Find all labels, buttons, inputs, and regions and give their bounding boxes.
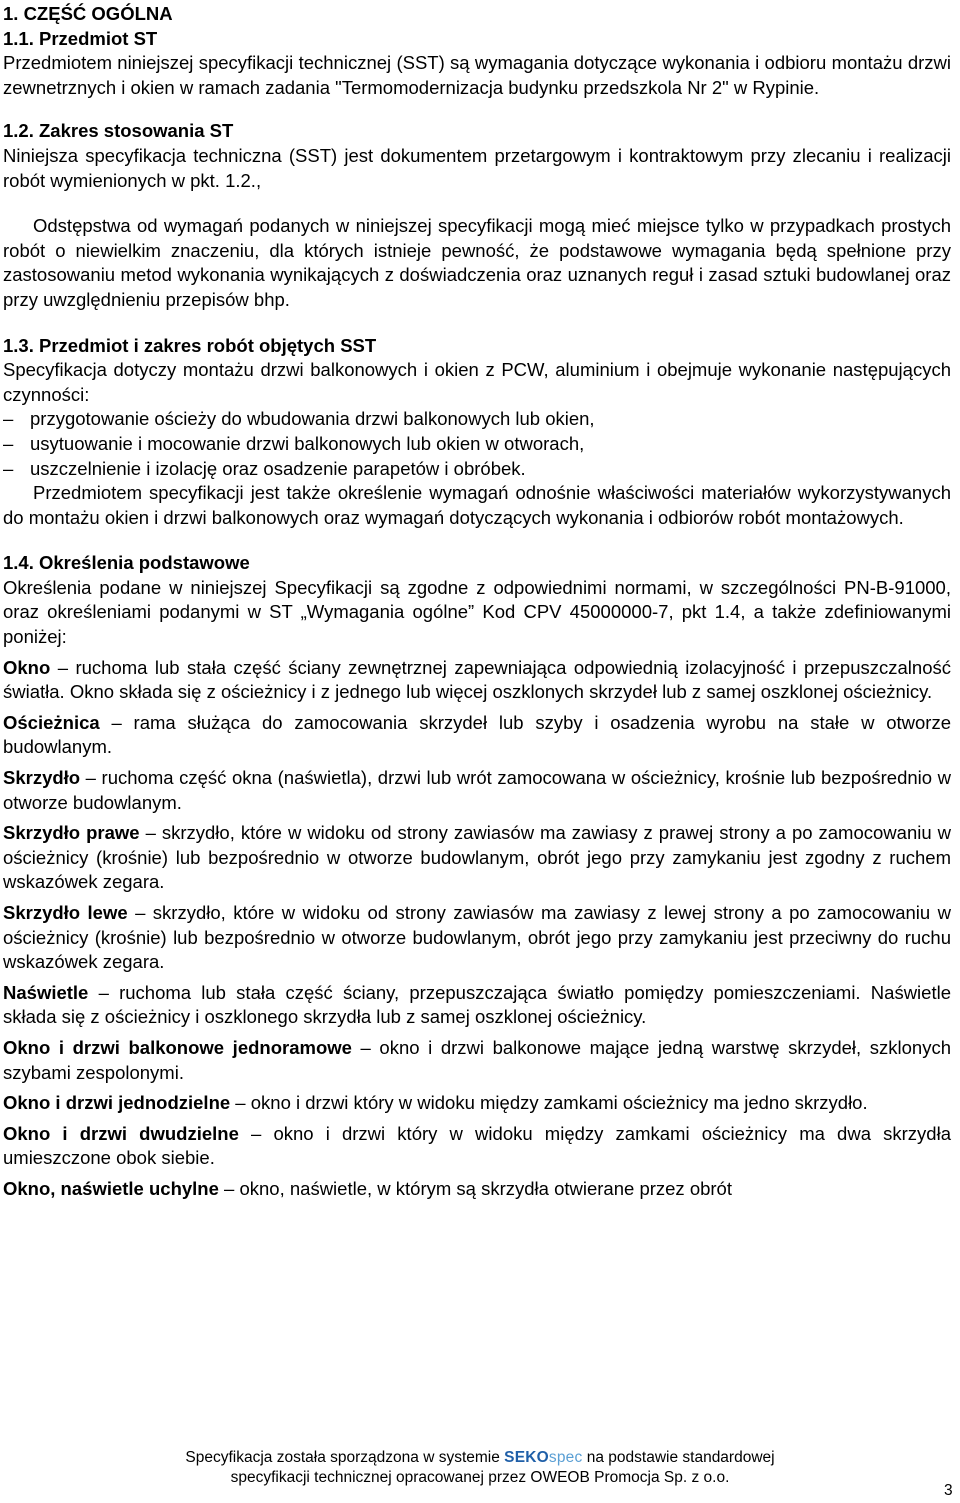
section-heading-1-3: 1.3. Przedmiot i zakres robót objętych SST bbox=[3, 334, 377, 356]
page-footer bbox=[0, 1448, 960, 1487]
definition-uchylne: Okno, naświetle uchylne – okno, naświetle, w którym są skrzydła otwierane przez obrót bbox=[3, 1177, 732, 1199]
document-content bbox=[3, 2, 951, 1208]
spacer bbox=[3, 100, 951, 119]
spacer bbox=[3, 193, 951, 214]
footer-line-1: Specyfikacja została sporządzona w systemie SEKOspec na podstawie standardowej bbox=[185, 1449, 775, 1466]
definition-skrzydlo: Skrzydło – ruchoma część okna (naświetla), drzwi lub wrót zamocowana w ościeżnicy, krośnie lub bezpośrednio w otworze budowlanym. bbox=[3, 767, 951, 813]
paragraph-1-1: Przedmiotem niniejszej specyfikacji technicznej (SST) są wymagania dotyczące wykonania i odbioru montażu drzwi zewnetrznych i okien w ramach zadania "Termomodernizacja budynku przedszkola Nr 2" w Rypinie. bbox=[3, 52, 951, 98]
paragraph-1-2: Niniejsza specyfikacja techniczna (SST) jest dokumentem przetargowym i kontraktowym przy zlecaniu i realizacji robót wymienionych w pkt. 1.2., bbox=[3, 144, 951, 191]
definition-oscieznica: Ościeżnica – rama służąca do zamocowania skrzydeł lub szyby i osadzenia wyrobu na stałe w otworze budowlanym. bbox=[3, 711, 951, 758]
list-item: – przygotowanie ościeży do wbudowania drzwi balkonowych lub okien, bbox=[3, 407, 951, 432]
definition-jednoramowe: Okno i drzwi balkonowe jednoramowe – okno i drzwi balkonowe mające jedną warstwę skrzydeł, szklonych szybami zespolonymi. bbox=[3, 1036, 951, 1083]
dash-bullet-icon: – bbox=[3, 432, 14, 454]
definition-jednodzielne: Okno i drzwi jednodzielne – okno i drzwi który w widoku między zamkami ościeżnicy ma jedno skrzydło. bbox=[3, 1092, 868, 1114]
section-heading-1: 1. CZĘŚĆ OGÓLNA bbox=[3, 3, 173, 24]
definition-dwudzielne: Okno i drzwi dwudzielne – okno i drzwi który w widoku między zamkami ościeżnicy ma dwa skrzydła umieszczone obok siebie. bbox=[3, 1122, 951, 1169]
spacer bbox=[3, 530, 951, 551]
sekospec-logo: SEKOspec bbox=[504, 1449, 583, 1466]
spacer bbox=[3, 313, 951, 334]
list-item: – uszczelnienie i izolację oraz osadzenie parapetów i obróbek. bbox=[3, 457, 951, 482]
definition-okno: Okno – ruchoma lub stała część ściany zewnętrznej zapewniająca odpowiednią izolacyjność i przepuszczalność światła. Okno składa się z ościeżnicy i z jednego lub więcej oszklonych skrzydeł lub z samej oszklonej ościeżnicy. bbox=[3, 656, 951, 703]
page-number: 3 bbox=[944, 1482, 953, 1499]
footer-line-2: specyfikacji technicznej opracowanej przez OWEOB Promocja Sp. z o.o. bbox=[230, 1468, 730, 1486]
dash-bullet-icon: – bbox=[3, 408, 14, 430]
definition-skrzydlo-lewe: Skrzydło lewe – skrzydło, które w widoku od strony zawiasów ma zawiasy z lewej strony a po zamocowaniu w ościeżnicy (krośnie) lub bezpośrednio w otworze budowlanym, obrót jego przy zamykaniu jest przeciwny do ruchu wskazówek zegara. bbox=[3, 902, 951, 973]
dash-bullet-icon: – bbox=[3, 457, 14, 479]
definition-naswietle: Naświetle – ruchoma lub stała część ściany, przepuszczająca światło pomiędzy pomieszczeniami. Naświetle składa się z ościeżnicy i oszklonego skrzydła lub z samej oszklonej ościeżnicy. bbox=[3, 981, 951, 1028]
section-heading-1-1: 1.1. Przedmiot ST bbox=[3, 27, 158, 49]
paragraph-1-4-intro: Określenia podane w niniejszej Specyfikacji są zgodne z odpowiednimi normami, w szczególności PN-B-91000, oraz określeniami podanymi w ST „Wymagania ogólne” Kod CPV 45000000-7, pkt 1.4, a także zdefiniowanymi poniżej: bbox=[3, 576, 951, 648]
paragraph-1-2-deviations: Odstępstwa od wymagań podanych w niniejszej specyfikacji mogą mieć miejsce tylko w przypadkach prostych robót o niewielkim znaczeniu, dla których istnieje pewność, że podstawowe wymagania będą spełnione przy zastosowaniu metod wykonania wynikających z doświadczenia oraz uznanych reguł i zasad sztuki budowlanej oraz przy uwzględnieniu przepisów bhp. bbox=[3, 215, 951, 310]
section-heading-1-4: 1.4. Określenia podstawowe bbox=[3, 552, 250, 574]
list-item: – usytuowanie i mocowanie drzwi balkonowych lub okien w otworach, bbox=[3, 432, 951, 457]
definition-skrzydlo-prawe: Skrzydło prawe – skrzydło, które w widoku od strony zawiasów ma zawiasy z prawej strony a po zamocowaniu w ościeżnicy (krośnie) lub bezpośrednio w otworze budowlanym, obrót jego przy zamykaniu jest zgodny z ruchem wskazówek zegara. bbox=[3, 822, 951, 893]
paragraph-1-3-outro: Przedmiotem specyfikacji jest także określenie wymagań odnośnie właściwości materiałów wykorzystywanych do montażu okien i drzwi balkonowych oraz wymagań dotyczących wykonania i odbiorów robót montażowych. bbox=[3, 482, 951, 528]
section-heading-1-2: 1.2. Zakres stosowania ST bbox=[3, 120, 234, 142]
paragraph-1-3-intro: Specyfikacja dotyczy montażu drzwi balkonowych i okien z PCW, aluminium i obejmuje wykonanie następujących czynności: bbox=[3, 359, 951, 405]
